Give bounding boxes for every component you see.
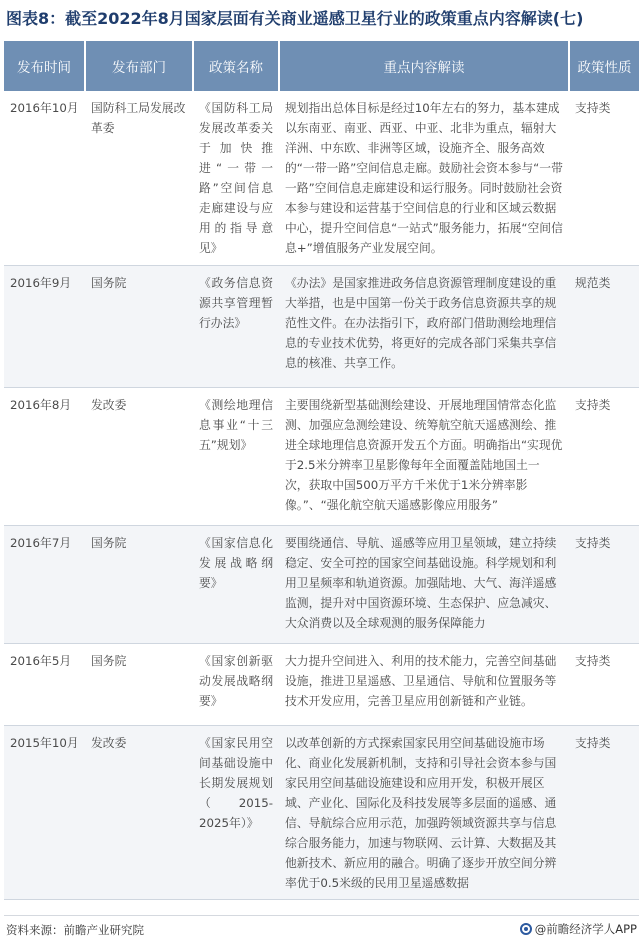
cell-policy-name: 《国家创新驱动发展战略纲要》 (193, 643, 279, 725)
source-note: 资料来源：前瞻产业研究院 (6, 923, 144, 937)
cell-dept: 发改委 (85, 725, 193, 899)
header-date: 发布时间 (4, 41, 85, 91)
cell-dept: 国务院 (85, 643, 193, 725)
table-row (4, 525, 639, 643)
cell-type: 支持类 (569, 643, 639, 725)
cell-dept: 发改委 (85, 387, 193, 525)
cell-content: 规划指出总体目标是经过10年左右的努力，基本建成以东南亚、南亚、西亚、中亚、北非为重点，辐射大洋洲、中东欧、非洲等区域，设施齐全、服务高效的“一带一路”空间信息走廊。鼓励社会资本参与“一带一路”空间信息走廊建设和运行服务。同时鼓励社会资本参与建设和运营基于空间信息的行业和区域云数据中心，提升空间信息“一站式”服务能力，拓展“空间信息+”增值服务产业发展空间。 (279, 91, 569, 265)
cell-type: 支持类 (569, 91, 639, 265)
table-row (4, 725, 639, 899)
brand-logo-icon (520, 923, 532, 935)
cell-content: 要围绕通信、导航、遥感等应用卫星领域，建立持续稳定、安全可控的国家空间基础设施。科学规划和利用卫星频率和轨道资源。加强陆地、大气、海洋遥感监测，提升对中国资源环境、生态保护、应急减灾、大众消费以及全球观测的服务保障能力 (279, 525, 569, 643)
cell-policy-name: 《国防科工局发展改革委关于加快推进“一带一路”空间信息走廊建设与应用的指导意见》 (193, 91, 279, 265)
cell-dept: 国务院 (85, 525, 193, 643)
cell-date: 2016年9月 (4, 265, 85, 387)
cell-content: 《办法》是国家推进政务信息资源管理制度建设的重大举措，也是中国第一份关于政务信息资源共享的规范性文件。在办法指引下，政府部门借助测绘地理信息的专业技术优势，将更好的完成各部门采集共享信息的核准、共享工作。 (279, 265, 569, 387)
header-content: 重点内容解读 (279, 41, 569, 91)
cell-content: 大力提升空间进入、利用的技术能力，完善空间基础设施，推进卫星遥感、卫星通信、导航和位置服务等技术开发应用，完善卫星应用创新链和产业链。 (279, 643, 569, 725)
brand-label: @前瞻经济学人APP (534, 922, 637, 936)
cell-content: 以改革创新的方式探索国家民用空间基础设施市场化、商业化发展新机制，支持和引导社会资本参与国家民用空间基础设施建设和应用开发，积极开展区域、产业化、国际化及科技发展等多层面的遥感、通信、导航综合应用示范，加强跨领域资源共享与信息综合服务能力，加速与物联网、云计算、大数据及其他新技术、新应用的融合。明确了逐步开放空间分辨率优于0.5米级的民用卫星遥感数据 (279, 725, 569, 899)
header-name: 政策名称 (193, 41, 279, 91)
table-row (4, 643, 639, 725)
cell-date: 2016年5月 (4, 643, 85, 725)
cell-date: 2016年10月 (4, 91, 85, 265)
cell-dept: 国务院 (85, 265, 193, 387)
cell-type: 支持类 (569, 525, 639, 643)
cell-content: 主要围绕新型基础测绘建设、开展地理国情常态化监测、加强应急测绘建设、统筹航空航天遥感测绘、推进全球地理信息资源开发五个方面。明确指出“实现优于2.5米分辨率卫星影像每年全面覆盖陆地国土一次，获取中国500万平方千米优于1米分辨率影像。”、“强化航空航天遥感影像应用服务” (279, 387, 569, 525)
cell-type: 支持类 (569, 387, 639, 525)
header-dept: 发布部门 (85, 41, 193, 91)
cell-policy-name: 《测绘地理信息事业“十三五”规划》 (193, 387, 279, 525)
footer-divider (4, 915, 639, 916)
cell-policy-name: 《政务信息资源共享管理暂行办法》 (193, 265, 279, 387)
brand-credit (520, 921, 637, 937)
cell-date: 2016年8月 (4, 387, 85, 525)
table-row (4, 265, 639, 387)
cell-type: 支持类 (569, 725, 639, 899)
table-row (4, 91, 639, 265)
cell-date: 2016年7月 (4, 525, 85, 643)
header-type: 政策性质 (569, 41, 639, 91)
page-title: 图表8：截至2022年8月国家层面有关商业遥感卫星行业的政策重点内容解读(七) (6, 9, 584, 28)
table-header-row (4, 41, 639, 91)
cell-dept: 国防科工局发展改革委 (85, 91, 193, 265)
cell-policy-name: 《国家信息化发展战略纲要》 (193, 525, 279, 643)
policy-table (4, 41, 639, 900)
cell-type: 规范类 (569, 265, 639, 387)
cell-date: 2015年10月 (4, 725, 85, 899)
cell-policy-name: 《国家民用空间基础设施中长期发展规划（2015-2025年）》 (193, 725, 279, 899)
table-row (4, 387, 639, 525)
